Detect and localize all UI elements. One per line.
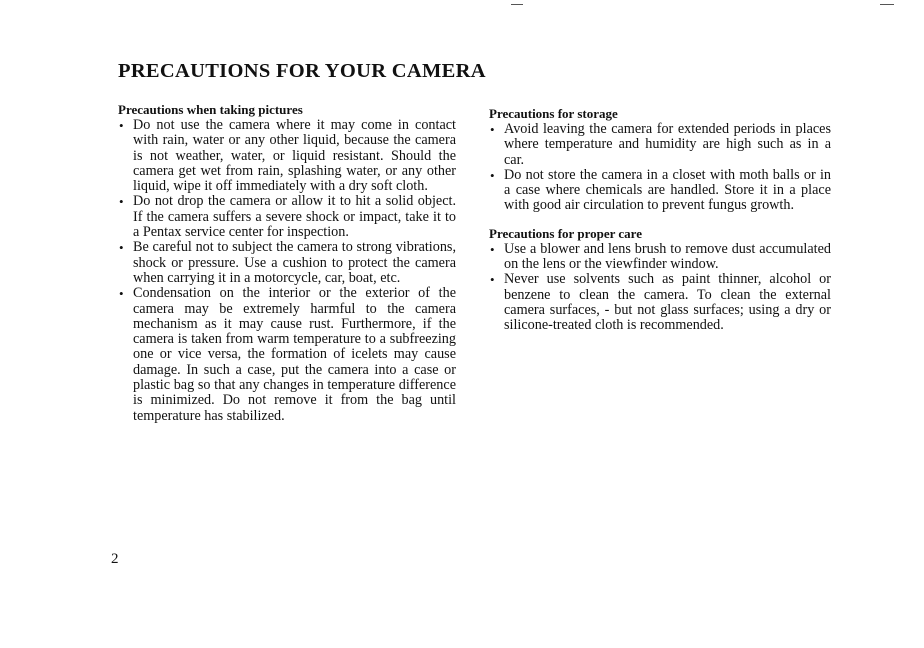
bullet-icon: •: [490, 241, 495, 257]
list-item-text: Do not store the camera in a closet with moth balls or in a case where chemicals are handled. Store it in a place with good air circulation to prevent fungus growth.: [504, 166, 831, 214]
bullet-icon: •: [490, 122, 495, 137]
section-taking-pictures: [118, 102, 456, 424]
list-item-text: Do not use the camera where it may come in contact with rain, water or any other liquid, because the camera is not weather, water, or liquid resistant. Should the camera get wet from rain, splashing water, or any other liquid, wipe it off immediately with a dry soft cloth.: [133, 117, 456, 195]
list-item-text: Do not drop the camera or allow it to hit a solid object. If the camera suffers a severe shock or impact, take it to a Pentax service center for inspection.: [133, 193, 456, 241]
list-item-text: Never use solvents such as paint thinner, alcohol or benzene to clean the camera. To clean the external camera surfaces, - but not glass surfaces; using a dry or silicone-treated cloth is recommended.: [504, 271, 831, 334]
bullet-icon: •: [119, 240, 124, 256]
list-item-text: Condensation on the interior or the exterior of the camera may be extremely harmful to the camera mechanism as it may cause rust. Furthermore, if the camera is taken from warm temperature to a subfreezing one or vice versa, the formation of icelets may cause damage. In such a case, put the camera into a case or plastic bag so that any changes in temperature difference is minimized. Do not remove it from the bag until temperature has stabilized.: [133, 285, 456, 424]
list-item: [118, 118, 456, 194]
list-item: [489, 242, 831, 273]
bullet-icon: •: [490, 167, 495, 183]
top-center-mark: [511, 4, 523, 5]
list-item-text: Avoid leaving the camera for extended periods in places where temperature and humidity are high such as in a car.: [504, 121, 831, 168]
taking-pictures-list: [118, 118, 456, 424]
list-item-text: Be careful not to subject the camera to strong vibrations, shock or pressure. Use a cushion to protect the camera when carrying it in a motorcycle, car, boat, etc.: [133, 239, 456, 286]
list-item: [118, 194, 456, 240]
top-right-mark: [880, 4, 894, 5]
list-item: [118, 286, 456, 424]
right-column: [489, 106, 831, 334]
section-proper-care: [489, 226, 831, 334]
list-item: [489, 168, 831, 214]
section-heading-storage: Precautions for storage: [489, 106, 618, 121]
page-number: 2: [111, 551, 119, 567]
bullet-icon: •: [490, 272, 495, 288]
list-item: [489, 272, 831, 333]
list-item: [118, 240, 456, 286]
left-column: [118, 102, 456, 424]
list-item-text: Use a blower and lens brush to remove dust accumulated on the lens or the viewfinder window.: [504, 240, 831, 273]
proper-care-list: [489, 242, 831, 334]
section-storage: [489, 106, 831, 214]
list-item: [489, 122, 831, 168]
bullet-icon: •: [119, 286, 124, 302]
section-heading-proper-care: Precautions for proper care: [489, 225, 642, 241]
storage-list: [489, 122, 831, 214]
page-title: PRECAUTIONS FOR YOUR CAMERA: [118, 59, 486, 82]
bullet-icon: •: [119, 118, 124, 133]
section-heading-taking-pictures: Precautions when taking pictures: [118, 102, 303, 117]
bullet-icon: •: [119, 194, 124, 210]
